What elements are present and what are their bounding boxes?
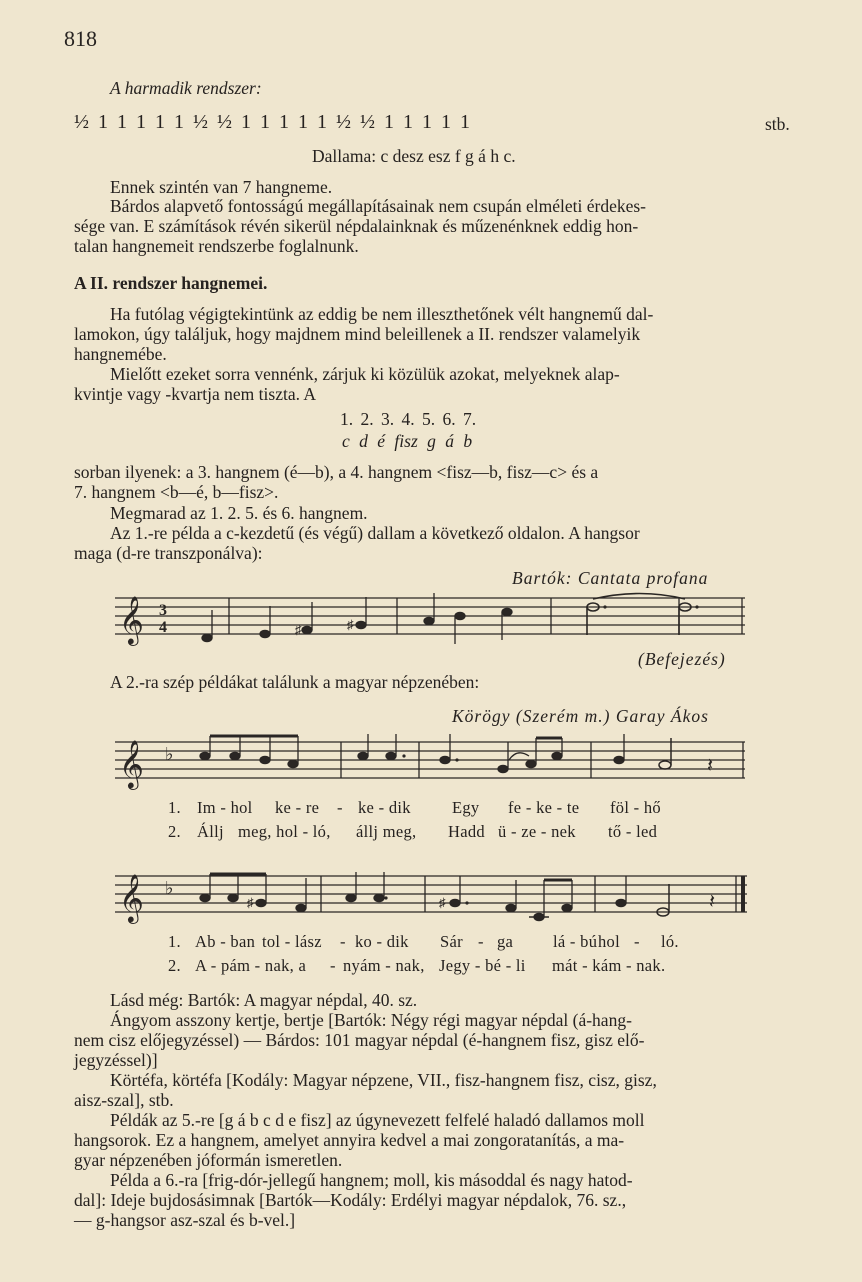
svg-text:♯: ♯ bbox=[439, 895, 446, 910]
lyric-syllable: Im - hol bbox=[197, 798, 253, 817]
text-line: jegyzéssel)] bbox=[74, 1050, 158, 1070]
text-line: Ángyom asszony kertje, bertje [Bartók: Négy régi magyar népdal (á-hang- bbox=[110, 1010, 632, 1030]
reference-lasd: Lásd még: Bartók: A magyar népdal, 40. sz. bbox=[110, 990, 418, 1010]
svg-text:♭: ♭ bbox=[165, 744, 174, 764]
lyric-syllable: Hadd bbox=[448, 822, 485, 841]
lyric-syllable: 2. bbox=[168, 956, 181, 975]
text-line: Ha futólag végigtekintünk az eddig be nem illeszthetőnek vélt hangnemű dal- bbox=[110, 304, 654, 324]
melody-line: Dallama: c desz esz f g á h c. bbox=[312, 146, 516, 166]
paragraph-hangneme: Ennek szintén van 7 hangneme. bbox=[110, 177, 333, 197]
lyric-syllable: 2. bbox=[168, 822, 181, 841]
svg-text:♯: ♯ bbox=[347, 617, 354, 632]
example2-intro: A 2.-ra szép példákat találunk a magyar népzenében: bbox=[110, 672, 480, 692]
lyric-syllable: mát - kám - nak. bbox=[552, 956, 666, 975]
svg-text:𝄽: 𝄽 bbox=[707, 755, 714, 777]
text-line: Bárdos alapvető fontosságú megállapításainak nem csupán elméleti érdekes- bbox=[110, 196, 646, 216]
svg-text:♭: ♭ bbox=[165, 878, 174, 898]
lyric-syllable: Ab - ban bbox=[195, 932, 256, 951]
example1-ending: (Befejezés) bbox=[638, 649, 726, 669]
lyric-syllable: Egy bbox=[452, 798, 480, 817]
text-line: Körtéfa, körtéfa [Kodály: Magyar népzene, VII., fisz-hangnem fisz, cisz, gisz, bbox=[110, 1070, 657, 1090]
reference-angyom bbox=[74, 1010, 809, 1070]
svg-text:𝄞: 𝄞 bbox=[119, 873, 144, 922]
text-line: Mielőtt ezeket sorra vennénk, zárjuk ki közülük azokat, melyeknek alap- bbox=[110, 364, 620, 384]
music-staff-3 bbox=[115, 864, 755, 928]
paragraph-sorban bbox=[74, 462, 809, 502]
lyric-syllable: lá - bú bbox=[553, 932, 598, 951]
paragraph-mielott bbox=[74, 364, 809, 404]
lyric-syllable: A - pám - nak, a bbox=[195, 956, 307, 975]
text-line: Az 1.-re példa a c-kezdetű (és végű) dallam a következő oldalon. A hangsor bbox=[110, 523, 640, 543]
lyric-syllable: Sár bbox=[440, 932, 463, 951]
lyric-syllable: hol bbox=[598, 932, 620, 951]
harmadik-intro: A harmadik rendszer: bbox=[110, 78, 262, 98]
reference-pelda6 bbox=[74, 1170, 809, 1230]
reference-kortefa bbox=[74, 1070, 809, 1110]
svg-text:𝄞: 𝄞 bbox=[119, 739, 144, 788]
lyric-syllable: ke - dik bbox=[358, 798, 411, 817]
text-line: gyar népzenében jóformán ismeretlen. bbox=[74, 1150, 343, 1170]
scale-numbers: 1. 2. 3. 4. 5. 6. 7. bbox=[340, 409, 477, 429]
lyric-syllable: ke - re bbox=[275, 798, 320, 817]
lyric-syllable: - bbox=[478, 932, 484, 951]
text-line: nem cisz előjegyzéssel) — Bárdos: 101 magyar népdal (é-hangnem fisz, gisz elő- bbox=[74, 1030, 645, 1050]
svg-text:𝄞: 𝄞 bbox=[119, 595, 144, 644]
lyric-syllable: tol - lász bbox=[262, 932, 322, 951]
svg-text:♯: ♯ bbox=[247, 895, 254, 910]
lyric-syllable: - bbox=[634, 932, 640, 951]
paragraph-megmarad: Megmarad az 1. 2. 5. és 6. hangnem. bbox=[110, 503, 368, 523]
text-line: sége van. E számítások révén sikerül népdalainknak és műzenénknek eddig hon- bbox=[74, 216, 639, 236]
text-line: kvintje vagy -kvartja nem tiszta. A bbox=[74, 384, 317, 404]
svg-text:♯: ♯ bbox=[295, 622, 302, 637]
music-staff-1 bbox=[115, 590, 755, 650]
lyric-syllable: - bbox=[340, 932, 346, 951]
stb-label: stb. bbox=[765, 114, 790, 134]
example1-source: Bartók: Cantata profana bbox=[512, 568, 709, 588]
text-line: Példa a 6.-ra [frig-dór-jellegű hangnem; moll, kis másoddal és nagy hatod- bbox=[110, 1170, 633, 1190]
lyric-syllable: ló. bbox=[661, 932, 679, 951]
scale-notes: c d é fisz g á b bbox=[342, 431, 473, 451]
lyric-syllable: - bbox=[330, 956, 336, 975]
music-staff-2 bbox=[115, 732, 755, 792]
text-line: Példák az 5.-re [g á b c d e fisz] az úgynevezett felfelé haladó dallamos moll bbox=[110, 1110, 645, 1130]
text-line: hangsorok. Ez a hangnem, amelyet annyira kedvel a mai zongoratanítás, a ma- bbox=[74, 1130, 625, 1150]
lyric-syllable: Állj bbox=[197, 822, 224, 841]
paragraph-pelda bbox=[74, 523, 809, 563]
text-line: sorban ilyenek: a 3. hangnem (é—b), a 4. hangnem <fisz—b, fisz—c> és a bbox=[74, 462, 599, 482]
paragraph-futolag bbox=[74, 304, 809, 364]
lyric-syllable: fe - ke - te bbox=[508, 798, 580, 817]
text-line: dal]: Ideje bujdosásimnak [Bartók—Kodály: Erdélyi magyar népdalok, 76. sz., bbox=[74, 1190, 627, 1210]
example2-source: Körögy (Szerém m.) Garay Ákos bbox=[452, 706, 709, 726]
time-sig-top: 3 bbox=[159, 602, 167, 619]
text-line: lamokon, úgy találjuk, hogy majdnem mind beleillenek a II. rendszer valamelyik bbox=[74, 324, 641, 344]
lyric-syllable: ko - dik bbox=[355, 932, 409, 951]
interval-sequence: ½ 1 1 1 1 1 ½ ½ 1 1 1 1 1 ½ ½ 1 1 1 1 1 bbox=[74, 111, 470, 133]
section-heading: A II. rendszer hangnemei. bbox=[74, 273, 268, 293]
svg-text:𝄽: 𝄽 bbox=[709, 891, 716, 913]
lyric-syllable: 1. bbox=[168, 932, 181, 951]
lyric-syllable: meg, hol - ló, bbox=[238, 822, 331, 841]
lyric-syllable: ü - ze - nek bbox=[498, 822, 576, 841]
text-line: — g-hangsor asz-szal és b-vel.] bbox=[74, 1210, 296, 1230]
lyric-syllable: Jegy - bé - li bbox=[439, 956, 526, 975]
text-line: maga (d-re transzponálva): bbox=[74, 543, 263, 563]
lyric-syllable: föl - hő bbox=[610, 798, 661, 817]
text-line: 7. hangnem <b—é, b—fisz>. bbox=[74, 482, 279, 502]
text-line: hangnemébe. bbox=[74, 344, 167, 364]
text-line: talan hangnemeit rendszerbe foglalnunk. bbox=[74, 236, 359, 256]
lyric-syllable: tő - led bbox=[608, 822, 658, 841]
lyric-syllable: - bbox=[337, 798, 343, 817]
text-line: aisz-szal], stb. bbox=[74, 1090, 174, 1110]
lyric-syllable: 1. bbox=[168, 798, 181, 817]
time-sig-bottom: 4 bbox=[159, 619, 167, 636]
paragraph-bardos bbox=[74, 196, 809, 256]
lyric-syllable: ga bbox=[497, 932, 514, 951]
lyric-syllable: nyám - nak, bbox=[343, 956, 425, 975]
page-number: 818 bbox=[64, 26, 97, 51]
lyric-syllable: állj meg, bbox=[356, 822, 417, 841]
reference-pelda5 bbox=[74, 1110, 809, 1170]
